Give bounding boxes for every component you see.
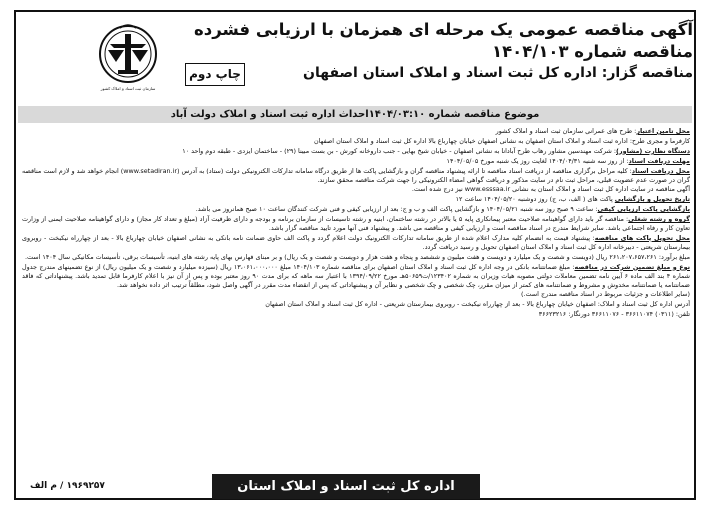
- paragraph-quality-evaluation: بازگشایی پاکت ارزیابی کیفی: ساعت ۹ صبح روز سه شنبه ۱۴۰۴/۰۵/۲۱ و بازگشایی پاکت الف و ب و ج: بعد از ارزیابی کیفی و فنی شرکت کنندگان ساعت ۱۰ صبح همانروز می باشد.: [195, 205, 690, 214]
- notice-body: [22, 127, 690, 462]
- notice-title: آگهی مناقصه عمومی یک مرحله ای همزمان با ارزیابی فشرده مناقصه شماره ۱۴۰۴/۱۰۳: [194, 20, 693, 61]
- paragraph-address: آدرس اداره کل ثبت اسناد و املاک: اصفهان خیابان چهارباغ بالا - بعد از چهارراه نیکبخت - روبروی بیمارستان شریعتی - اداره کل ثبت اسناد و املاک استان اصفهان: [265, 300, 690, 309]
- paragraph-qualification-group: گروه و رشته شغلی: مناقصه گر باید دارای گواهینامه صلاحیت معتبر پیمانکاری پایه ۵ یا بالاتر در رشته ساختمان، ابنیه و رشته تاسیسات از سازمان برنامه و بودجه و دارای ظرفیت آزاد (مبلغ و تعداد کار مجاز) و دارای گواهینامه صلاحیت ایمنی از وزارت تعاون کار و رفاه اجتماعی باشد. سایر شرایط مندرج در اسناد مناقصه است و ارزیابی کیفی و مناقصه می باشد. و پیشنهاد فنی آنها مورد تایید مناقصه گزار باشد.: [22, 215, 690, 233]
- paragraph-phone: تلفن: (۰۳۱۱) ۳۶۶۱۱۰۷۴ - ۳۶۶۱۱۰۷۶ دورنگار: ۳۶۶۲۳۲۱۶: [538, 310, 690, 319]
- paragraph-document-deadline: مهلت دریافت اسناد: از روز سه شنبه ۱۴۰۴/۰۴/۳۱ لغایت روز یک شنبه مورخ ۱۴۰۴/۰۵/۰۵: [446, 156, 690, 165]
- paragraph-delivery-opening-date: تاریخ تحویل و بازگشایی پاکت های ( الف، ب، ج) روز دوشنبه ۱۴۰۴/۰۵/۲۰ ساعت ۱۲: [455, 195, 690, 204]
- tenderer-heading: مناقصه گزار: اداره کل ثبت اسناد و املاک استان اصفهان: [303, 65, 693, 81]
- footer-banner: اداره کل ثبت اسناد و املاک استان اصفهان: [212, 474, 480, 499]
- paragraph-employer: کارفرما و مجری طرح: اداره ثبت اسناد و املاک استان اصفهان به نشانی اصفهان خیابان چهارباغ بالا اداره کل ثبت اسناد و املاک استان اصفهان: [314, 136, 690, 145]
- logo-caption: سازمان ثبت اسناد و املاک کشور: [100, 86, 156, 91]
- paragraph-guarantee: نوع و مبلغ تضمین شرکت در مناقصه: مبلغ ضمانتنامه بانکی در وجه اداره کل ثبت اسناد و املاک استان اصفهان برای مناقصه شماره ۱۴۰۴/۱۰۳ مبلغ ۱۳،۰۶۱،۰۰۰،۰۰۰ ریال (سیزده میلیارد و شصت و یک میلیون ریال) از نوع تضمینهای مندرج جدول شماره ۴ بند الف ماده ۶ آیین نامه تضمین معاملات دولتی مصوبه هیات وزیران به شماره ۱۲۳۴۰۲/ت۵۰۶۵۹هـ مورخ ۱۳۹۴/۰۹/۲۲ با اعتبار سه ماهه که برای مدت ۹۰ روز معتبر بوده و پس از آن نیز با اعلام کارفرما قابل تمدید باشد. پیشنهاداتی که فاقد ضمانتنامه یا ضمانتنامه مخدوش و مشروط و ضمانتنامه های کمتر از میزان مقرر، چک شخصی و چک شخصی و نظایر آن و پیشنهاداتی که پس از انقضاء مدت مقرر در آگهی واصل شود، مطلقاً ترتیب اثر داده نخواهد شد.: [22, 262, 690, 289]
- paragraph-funding-source: محل تامین اعتبار: طرح های عمرانی سازمان ثبت اسناد و املاک کشور: [495, 127, 690, 135]
- paragraph-website-notice: آگهی مناقصه در سایت اداره کل ثبت اسناد و املاک استان به نشانی www.esssaa.ir نیز درج شده است.: [411, 185, 690, 194]
- tender-subject-bar: موضوع مناقصه شماره ۱۴۰۴/۰۳:۱۰احداث اداره ثبت اسناد و املاک دولت آباد: [18, 106, 692, 123]
- paragraph-other-info: (سایر اطلاعات و جزئیات مربوط در اسناد مناقصه مندرج است.): [521, 290, 690, 299]
- paragraph-estimate-amount: مبلغ برآورد: ۲۶۱،۲۰۷،۶۵۷،۲۶۱ ریال (دویست و شصت و یک میلیارد و دویست و هفت میلیون و ششصد و پنجاه و هفت هزار و دویست و شصت و یک ریال) و بر مبنای فهارس بهای پایه رشته های ابنیه، تأسیسات برقی، تأسیسات مکانیکی سال ۱۴۰۴ است.: [24, 252, 690, 261]
- paragraph-document-location: محل دریافت اسناد: کلیه مراحل برگزاری مناقصه از دریافت اسناد مناقصه تا ارائه پیشنهاد مناقصه گران و بازگشایی پاکت ها از طریق درگاه سامانه تدارکات الکترونیکی دولت (ستاد) به آدرس (www.setadiran.ir) انجام خواهد شد و لازم است مناقصه گران در صورت عدم عضویت قبلی، مراحل ثبت نام در سایت مذکور و دریافت گواهی امضاء الکترونیکی را جهت شرکت مناقصه محقق سازند.: [22, 166, 690, 184]
- ad-reference-code: ۱۹۶۹۲۵۷ / م الف: [30, 481, 105, 491]
- paragraph-supervisor: دستگاه نظارت (مشاور): شرکت مهندسین مشاور رهاب طرح آبادانا به نشانی اصفهان - خیابان شیخ بهایی - جنب داروخانه کورش - بن بست مبینا (۲۹) - ساختمان ایزدی - طبقه دوم واحد ۱۰: [182, 146, 690, 155]
- print-edition-badge: چاپ دوم: [185, 63, 245, 86]
- registration-organization-logo: [94, 20, 162, 86]
- paragraph-envelope-delivery: محل تحویل پاکت های مناقصه: پیشنهاد قیمت به انضمام کلیه مدارک اعلام شده از طریق سامانه تدارکات الکترونیک دولت اعلام گردد و پاکت الف حاوی ضمانت نامه بانکی به نشانی اصفهان خیابان چهارباغ بالا - بعد از چهارراه نیکبخت - روبروی بیمارستان شریعتی - دبیرخانه اداره کل ثبت اسناد و املاک استان اصفهان تحویل و رسید دریافت گردد.: [22, 233, 690, 251]
